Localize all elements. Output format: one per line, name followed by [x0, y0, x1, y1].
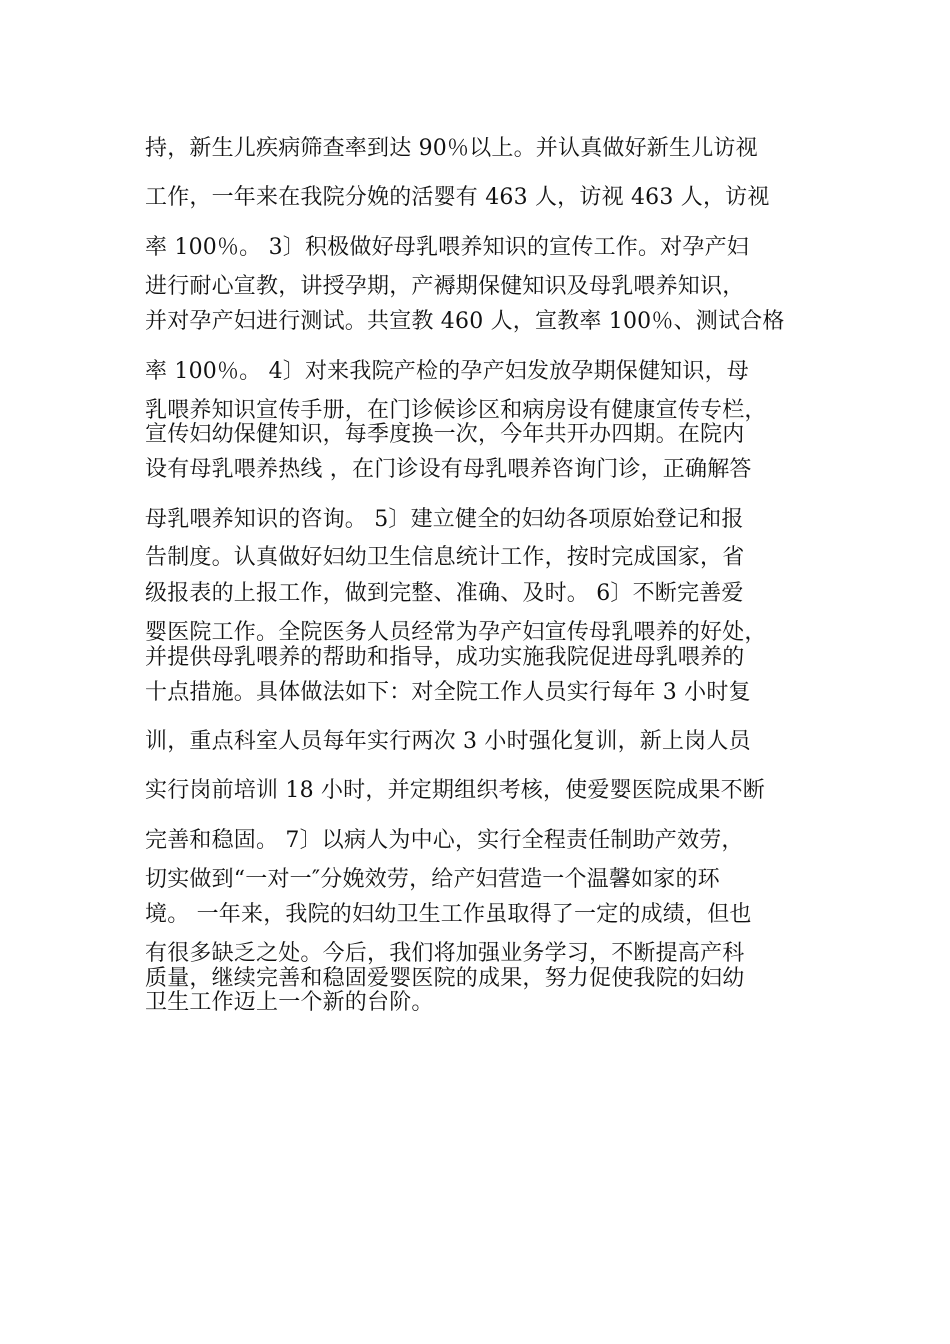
- text-line: 质量，继续完善和稳固爱婴医院的成果，努力促使我院的妇幼: [145, 966, 745, 991]
- text-line: 进行耐心宣教，讲授孕期，产褥期保健知识及母乳喂养知识，: [145, 274, 745, 299]
- text-line: 训，重点科室人员每年实行两次 3 小时强化复训，新上岗人员: [145, 729, 751, 754]
- text-line: 卫生工作迈上一个新的台阶。: [145, 990, 434, 1015]
- text-line: 乳喂养知识宣传手册，在门诊候诊区和病房设有健康宣传专栏，: [145, 398, 767, 423]
- text-line: 母乳喂养知识的咨询。 5〕建立健全的妇幼各项原始登记和报: [145, 507, 744, 532]
- text-line: 率 100％。 3〕积极做好母乳喂养知识的宣传工作。对孕产妇: [145, 235, 749, 260]
- text-line: 十点措施。具体做法如下：对全院工作人员实行每年 3 小时复: [145, 680, 751, 705]
- text-line: 实行岗前培训 18 小时，并定期组织考核，使爱婴医院成果不断: [145, 778, 765, 803]
- text-line: 设有母乳喂养热线 ，在门诊设有母乳喂养咨询门诊，正确解答: [145, 457, 752, 482]
- text-line: 婴医院工作。全院医务人员经常为孕产妇宣传母乳喂养的好处，: [145, 620, 767, 645]
- text-line: 切实做到“一对一″分娩效劳，给产妇营造一个温馨如家的环: [145, 867, 720, 892]
- text-line: 工作，一年来在我院分娩的活婴有 463 人，访视 463 人，访视: [145, 185, 770, 210]
- text-line: 宣传妇幼保健知识，每季度换一次，今年共开办四期。在院内: [145, 422, 745, 447]
- text-line: 境。 一年来，我院的妇幼卫生工作虽取得了一定的成绩，但也: [145, 902, 752, 927]
- text-line: 级报表的上报工作，做到完整、准确、及时。 6〕不断完善爱: [145, 581, 744, 606]
- text-line: 有很多缺乏之处。今后，我们将加强业务学习，不断提高产科: [145, 941, 745, 966]
- text-line: 完善和稳固。 7〕以病人为中心，实行全程责任制助产效劳，: [145, 828, 744, 853]
- text-line: 持，新生儿疾病筛查率到达 90％以上。并认真做好新生儿访视: [145, 136, 758, 161]
- text-line: 并提供母乳喂养的帮助和指导，成功实施我院促进母乳喂养的: [145, 645, 745, 670]
- text-line: 告制度。认真做好妇幼卫生信息统计工作，按时完成国家，省: [145, 545, 745, 570]
- text-line: 并对孕产妇进行测试。共宣教 460 人，宣教率 100％、测试合格: [145, 309, 785, 334]
- text-line: 率 100％。 4〕对来我院产检的孕产妇发放孕期保健知识，母: [145, 359, 749, 384]
